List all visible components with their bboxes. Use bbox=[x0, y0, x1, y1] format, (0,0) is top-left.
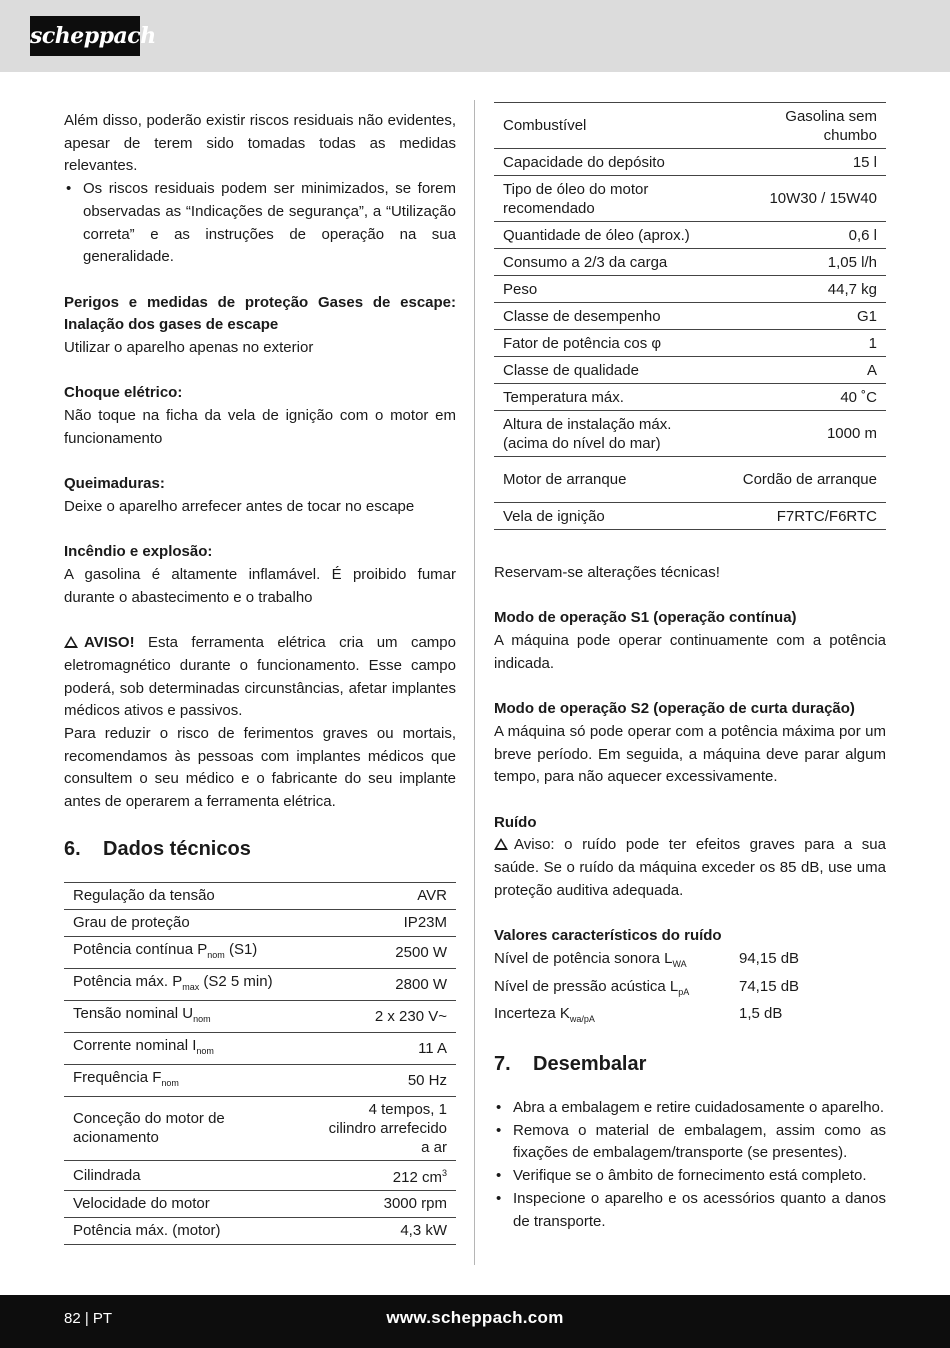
technical-data-table-left bbox=[64, 882, 456, 1245]
s1-heading: Modo de operação S1 (operação contínua) bbox=[494, 609, 797, 627]
list-item: • Remova o material de embalagem, assim como as fixações de embalagem/transporte (se presentes). bbox=[494, 1120, 886, 1165]
table-row bbox=[494, 303, 886, 330]
table-row bbox=[494, 330, 886, 357]
table-row bbox=[64, 1032, 456, 1064]
table-row bbox=[494, 103, 886, 149]
list-item: • Abra a embalagem e retire cuidadosamente o aparelho. bbox=[494, 1097, 886, 1120]
spec-label: Motor de arranque bbox=[494, 457, 724, 503]
spec-value: AVR bbox=[314, 882, 456, 909]
table-row bbox=[64, 1160, 456, 1190]
spec-label: Corrente nominal $I_{nom}$ bbox=[64, 1032, 314, 1064]
spec-label: Consumo a 2/3 da carga bbox=[494, 249, 724, 276]
emf-warning bbox=[64, 632, 456, 723]
table-row bbox=[494, 149, 886, 176]
spec-label: Grau de proteção bbox=[64, 909, 314, 936]
warning-triangle-icon bbox=[494, 838, 508, 850]
table-row bbox=[64, 1096, 456, 1160]
spec-value: 1,05 l/h bbox=[724, 249, 886, 276]
burn-text: Deixe o aparelho arrefecer antes de tocar no escape bbox=[64, 497, 415, 515]
noise-warning: Aviso: o ruído pode ter efeitos graves para a sua saúde. Se o ruído da máquina exceder os 85 dB, use uma proteção auditiva adequada. bbox=[494, 836, 886, 899]
table-row bbox=[494, 384, 886, 411]
spec-value: 2800 W bbox=[314, 968, 456, 1000]
spec-label: Potência máx. (motor) bbox=[64, 1217, 314, 1244]
left-column bbox=[64, 110, 456, 1245]
warning-triangle-icon bbox=[64, 636, 78, 648]
spec-label: Classe de desempenho bbox=[494, 303, 724, 330]
page-number: 82 | PT bbox=[64, 1310, 113, 1327]
shock-text: Não toque na ficha da vela de ignição com o motor em funcionamento bbox=[64, 407, 456, 447]
list-item: Incerteza $K_{wa/pA}$ 1,5 dB bbox=[494, 1005, 783, 1025]
spec-label: Frequência $F_{nom}$ bbox=[64, 1064, 314, 1096]
table-row bbox=[494, 222, 886, 249]
spec-label: Conceção do motor de acionamento bbox=[64, 1096, 314, 1160]
technical-data-table-right bbox=[494, 102, 886, 530]
section-7-title: 7. Desembalar bbox=[494, 1053, 647, 1075]
reserve-note: Reservam-se alterações técnicas! bbox=[494, 564, 720, 581]
burn-heading: Queimaduras: bbox=[64, 475, 165, 493]
spec-value: 1 bbox=[724, 330, 886, 357]
spec-value: 212 $cm^3$ bbox=[314, 1160, 456, 1190]
noise-heading: Ruído bbox=[494, 813, 537, 831]
website-url: www.scheppach.com bbox=[386, 1308, 564, 1327]
spec-label: Capacidade do depósito bbox=[494, 149, 724, 176]
scheppach-logo: scheppach bbox=[30, 16, 140, 56]
spec-label: Cilindrada bbox=[64, 1160, 314, 1190]
spec-value: IP23M bbox=[314, 909, 456, 936]
table-row bbox=[494, 457, 886, 503]
list-item: Nível de pressão acústica $L_{pA}$ 74,15 dB bbox=[494, 977, 800, 997]
spec-value: 1000 m bbox=[724, 411, 886, 457]
spec-value: 10W30 / 15W40 bbox=[724, 176, 886, 222]
table-row bbox=[64, 1064, 456, 1096]
spec-label: Vela de ignição bbox=[494, 503, 724, 530]
spec-value: Gasolina sem chumbo bbox=[724, 103, 886, 149]
noise-values-heading: Valores característicos do ruído bbox=[494, 927, 722, 945]
gas-text: Utilizar o aparelho apenas no exterior bbox=[64, 339, 314, 357]
spec-label: Potência máx. $P_{max}$ (S2 5 min) bbox=[64, 968, 314, 1000]
spec-label: Tensão nominal $U_{nom}$ bbox=[64, 1000, 314, 1032]
spec-label: Peso bbox=[494, 276, 724, 303]
spec-label: Temperatura máx. bbox=[494, 384, 724, 411]
s2-text: A máquina só pode operar com a potência máxima por um breve período. Em seguida, a máquina deve parar algum tempo, para não aquecer excessivamente. bbox=[494, 722, 886, 786]
table-row bbox=[494, 176, 886, 222]
spec-value: 3000 rpm bbox=[314, 1190, 456, 1217]
intro-text: Além disso, poderão existir riscos residuais não evidentes, apesar de terem sido tomadas todas as medidas relevantes. bbox=[64, 112, 456, 175]
warning-text: Esta ferramenta elétrica cria um campo eletromagnético durante o funcionamento. Esse campo poderá, sob determinadas circunstâncias, afetar implantes médicos ativos e passivos. bbox=[64, 634, 456, 720]
table-row bbox=[64, 882, 456, 909]
footer-bar bbox=[0, 1295, 950, 1348]
table-row bbox=[494, 411, 886, 457]
table-row bbox=[64, 1190, 456, 1217]
spec-label: Regulação da tensão bbox=[64, 882, 314, 909]
table-row bbox=[64, 909, 456, 936]
residual-risk-list bbox=[64, 178, 456, 269]
list-item: • Inspecione o aparelho e os acessórios quanto a danos de transporte. bbox=[494, 1188, 886, 1233]
table-row bbox=[64, 968, 456, 1000]
spec-value: 50 Hz bbox=[314, 1064, 456, 1096]
spec-label: Velocidade do motor bbox=[64, 1190, 314, 1217]
table-row bbox=[64, 1000, 456, 1032]
list-item: Nível de potência sonora $L_{WA}$ 94,15 dB bbox=[494, 949, 800, 969]
table-row bbox=[494, 503, 886, 530]
spec-value: 11 A bbox=[314, 1032, 456, 1064]
spec-value: A bbox=[724, 357, 886, 384]
list-item: • Os riscos residuais podem ser minimizados, se forem observadas as “Indicações de segurança”, a “Utilização correta” e as instruções de operação na sua generalidade. bbox=[64, 178, 456, 269]
section-6-title: 6. Dados técnicos bbox=[64, 837, 251, 860]
spec-label: Quantidade de óleo (aprox.) bbox=[494, 222, 724, 249]
spec-value: 2 x 230 V~ bbox=[314, 1000, 456, 1032]
spec-value: G1 bbox=[724, 303, 886, 330]
gas-heading: Perigos e medidas de proteção Gases de escape: Inalação dos gases de escape bbox=[64, 293, 456, 334]
unpack-list bbox=[494, 1097, 886, 1233]
column-divider bbox=[474, 100, 475, 1265]
implant-warning: Para reduzir o risco de ferimentos graves ou mortais, recomendamos às pessoas com implantes médicos que consultem o seu médico e o fabricante do seu implante antes de operarem a ferramenta elétrica. bbox=[64, 724, 456, 811]
shock-heading: Choque elétrico: bbox=[64, 384, 183, 402]
spec-value: 15 l bbox=[724, 149, 886, 176]
spec-value: 44,7 kg bbox=[724, 276, 886, 303]
spec-value: 0,6 l bbox=[724, 222, 886, 249]
fire-heading: Incêndio e explosão: bbox=[64, 543, 213, 561]
spec-value: 2500 W bbox=[314, 936, 456, 968]
spec-value: F7RTC/F6RTC bbox=[724, 503, 886, 530]
table-row bbox=[494, 249, 886, 276]
spec-value: 4 tempos, 1 cilindro arrefecido a ar bbox=[314, 1096, 456, 1160]
spec-value: 40 ˚C bbox=[724, 384, 886, 411]
spec-label: Classe de qualidade bbox=[494, 357, 724, 384]
spec-value: Cordão de arranque bbox=[724, 457, 886, 503]
spec-label: Tipo de óleo do motor recomendado bbox=[494, 176, 724, 222]
table-row bbox=[64, 936, 456, 968]
table-row bbox=[64, 1217, 456, 1244]
spec-label: Altura de instalação máx. (acima do nível do mar) bbox=[494, 411, 724, 457]
table-row bbox=[494, 276, 886, 303]
noise-values-list bbox=[494, 948, 886, 1031]
table-row bbox=[494, 357, 886, 384]
s1-text: A máquina pode operar continuamente com a potência indicada. bbox=[494, 632, 886, 672]
right-column bbox=[494, 0, 886, 1233]
spec-label: Combustível bbox=[494, 103, 724, 149]
warning-label: AVISO! bbox=[84, 634, 135, 652]
list-item: • Verifique se o âmbito de fornecimento está completo. bbox=[494, 1165, 886, 1188]
spec-value: 4,3 kW bbox=[314, 1217, 456, 1244]
spec-label: Potência contínua $P_{nom}$ (S1) bbox=[64, 936, 314, 968]
s2-heading: Modo de operação S2 (operação de curta duração) bbox=[494, 700, 855, 718]
fire-text: A gasolina é altamente inflamável. É proibido fumar durante o abastecimento e o trabalho bbox=[64, 566, 456, 606]
spec-label: Fator de potência cos φ bbox=[494, 330, 724, 357]
